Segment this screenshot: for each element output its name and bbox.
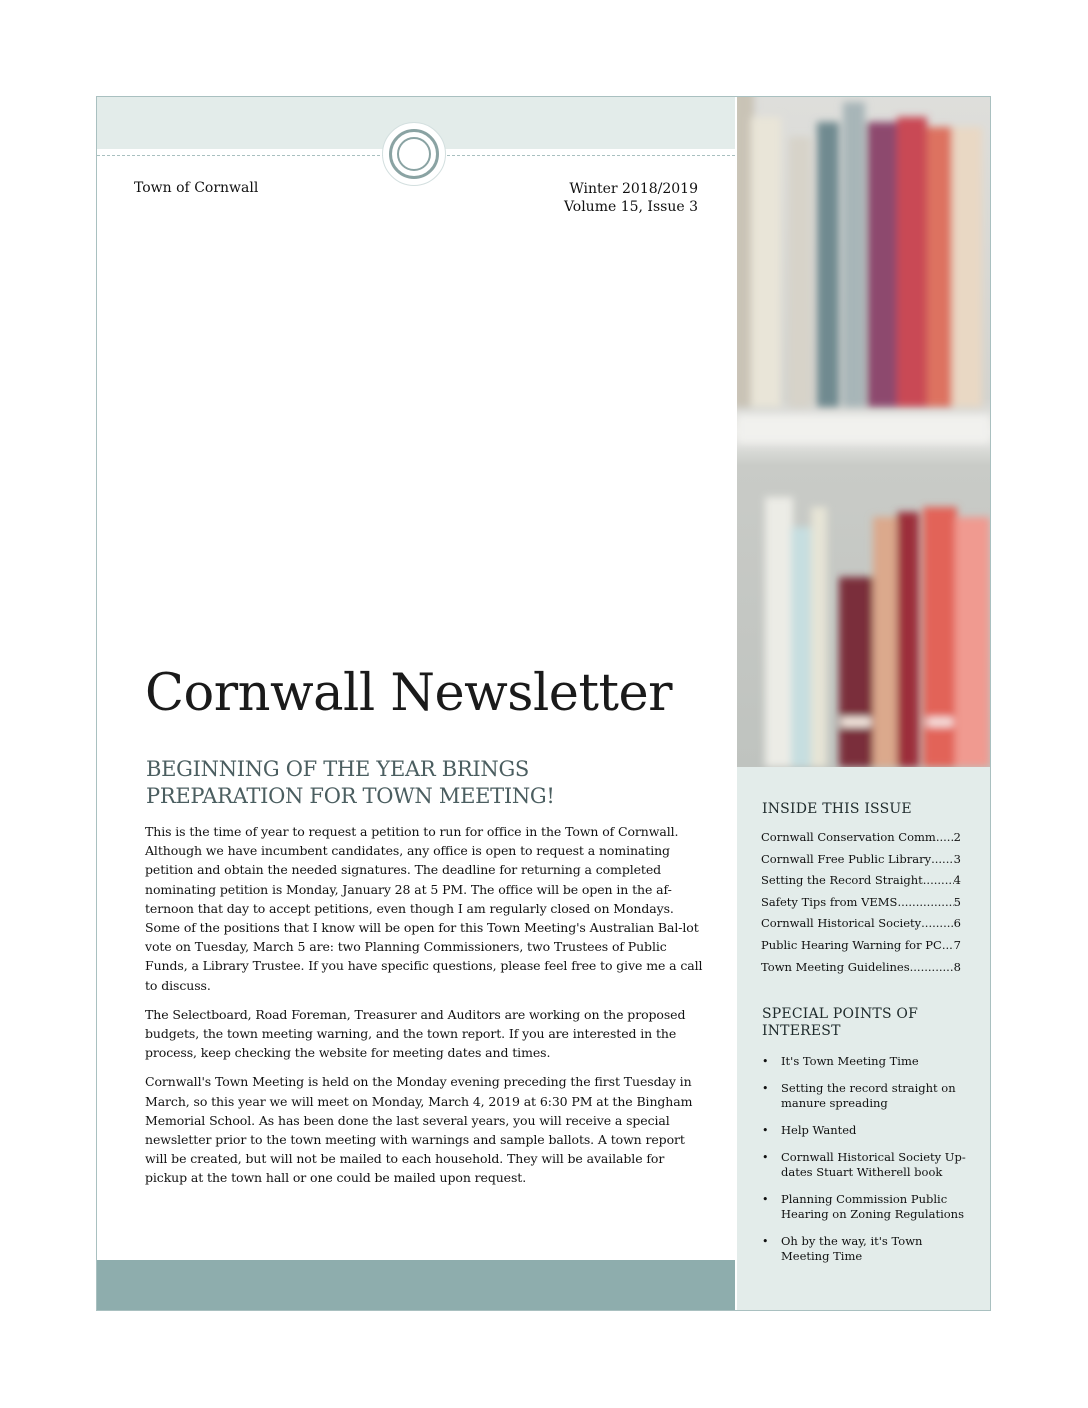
toc-item[interactable]: Safety Tips from VEMS ..... 5 [761,895,961,917]
article-paragraph-2: The Selectboard, Road Foreman, Treasurer and Auditors are working on the proposed budgets, the town meeting warning, and the town report. If you are interested in the process, keep checking the website for meeting dates and times. [145,1006,686,1061]
toc-item[interactable]: Cornwall Historical Society ..... 6 [761,916,961,938]
toc-item[interactable]: Setting the Record Straight ..... 4 [761,873,961,895]
newsletter-title: Cornwall Newsletter [145,664,673,723]
issue-volume: Volume 15, Issue 3 [563,199,698,215]
toc-item[interactable]: Town Meeting Guidelines ..... 8 [761,960,961,982]
article-body [145,822,705,1198]
issue-info [564,180,698,216]
list-item: • Oh by the way, it's Town Meeting Time [762,1234,967,1264]
table-of-contents [761,830,961,981]
toc-item[interactable]: Cornwall Conservation Comm ..... 2 [761,830,961,852]
town-name: Town of Cornwall [134,180,259,196]
toc-item[interactable]: Public Hearing Warning for PC ..... 7 [761,938,961,960]
list-item: • Planning Commission Public Hearing on Zoning Regulations [762,1192,967,1222]
list-item: • It's Town Meeting Time [762,1054,967,1069]
article-paragraph-3: Cornwall's Town Meeting is held on the Monday evening preceding the first Tuesday in March, so this year we will meet on Monday, March 4, 2019 at 6:30 PM at the Bingham Memorial School. As has been done the last several years, you will receive a special newsletter prior to the town meeting with warnings and sample ballots. A town report will be created, but will not be mailed to each household. They will be available for pickup at the town hall or one could be mailed upon request. [145,1074,693,1186]
ring-ornament-inner [397,137,431,171]
list-item: • Help Wanted [762,1123,967,1138]
bookshelf-photo [737,97,990,767]
headline-line-1: BEGINNING OF THE YEAR BRINGS [146,757,530,781]
list-item: • Cornwall Historical Society Up-dates Stuart Witherell book [762,1150,967,1180]
special-points-heading: SPECIAL POINTS OF INTEREST [762,1006,918,1039]
article-paragraph-1: This is the time of year to request a petition to run for office in the Town of Cornwall. Although we have incumbent candidates, any office is open to request a nominating petition and obtain the needed signatures. The deadline for returning a completed nominating petition is Monday, January 28 at 5 PM. The office will be open in the af-ternoon that day to accept petitions, even though I am regularly closed on Mondays. Some of the positions that I know will be open for this Town Meeting's Australian Bal-lot vote on Tuesday, March 5 are: two Planning Commissioners, two Trustees of Public Funds, a Library Trustee. If you have specific questions, please feel free to give me a call to discuss. [145,824,703,993]
headline-line-2: PREPARATION FOR TOWN MEETING! [146,784,555,808]
list-item: • Setting the record straight on manure spreading [762,1081,967,1111]
bookshelf-illustration [737,97,990,767]
toc-item[interactable]: Cornwall Free Public Library ..... 3 [761,852,961,874]
special-points-list [762,1054,967,1276]
footer-band [97,1260,735,1310]
article-headline [146,756,706,810]
inside-issue-heading: INSIDE THIS ISSUE [762,801,912,817]
issue-season: Winter 2018/2019 [569,181,698,197]
